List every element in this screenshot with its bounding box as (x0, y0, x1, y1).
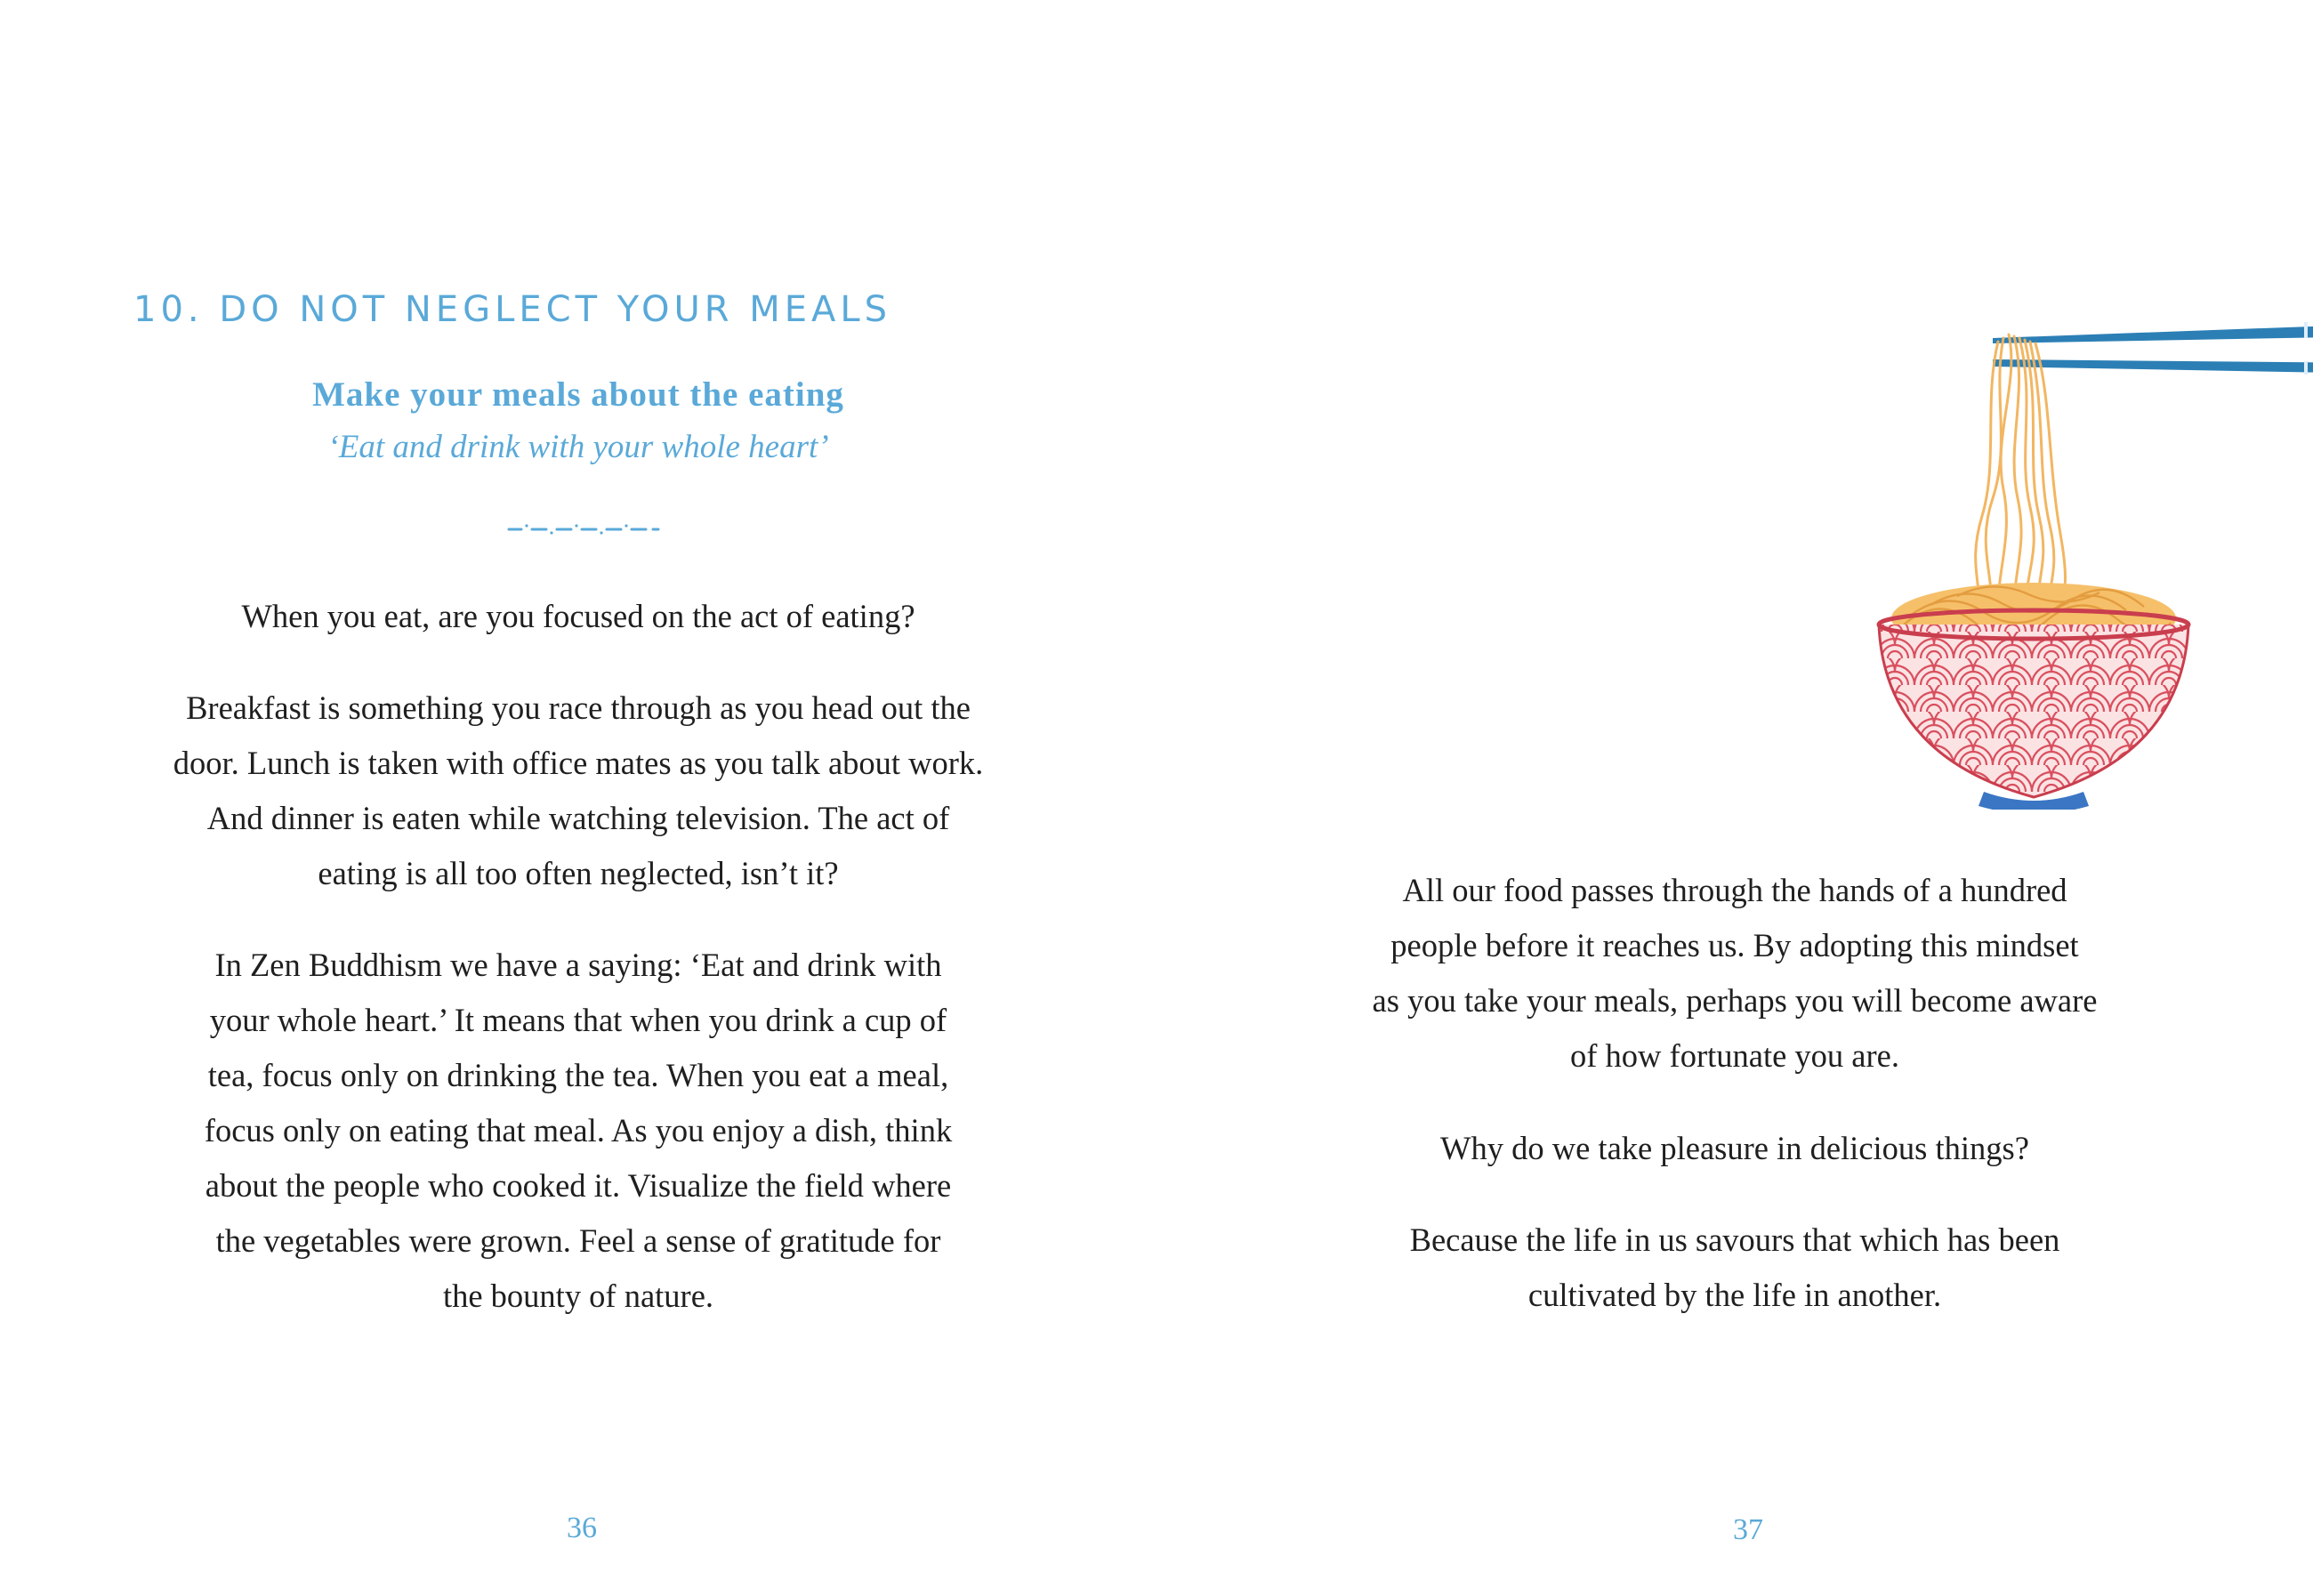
text-line: people before it reaches us. By adopting this mindset (1390, 927, 2079, 963)
noodle-bowl-with-chopsticks-icon (1601, 311, 2313, 810)
text-line: door. Lunch is taken with office mates as you talk about work. (173, 745, 984, 781)
chapter-title: 10. DO NOT NEGLECT YOUR MEALS (133, 289, 892, 330)
page-number-left: 36 (567, 1511, 597, 1544)
text-line: as you take your meals, perhaps you will become aware (1372, 982, 2098, 1019)
chapter-quote: ‘Eat and drink with your whole heart’ (327, 429, 829, 465)
text-line: tea, focus only on drinking the tea. When you eat a meal, (207, 1057, 949, 1093)
text-line: In Zen Buddhism we have a saying: ‘Eat and drink with (214, 947, 942, 983)
bowl (1868, 610, 2206, 810)
dashed-divider-ornament (505, 523, 662, 536)
left-paragraph-1 (133, 589, 1023, 644)
chapter-subtitle: Make your meals about the eating (312, 375, 844, 414)
right-page (1156, 0, 2313, 1596)
text-line: focus only on eating that meal. As you enjoy a dish, think (204, 1112, 953, 1149)
text-line: the bounty of nature. (442, 1278, 714, 1314)
left-paragraph-3 (133, 938, 1023, 1324)
page-number-right: 37 (1733, 1513, 1763, 1546)
text-line: cultivated by the life in another. (1527, 1277, 1942, 1313)
text-line: Breakfast is something you race through as you head out the (186, 689, 971, 726)
right-paragraph-1 (1343, 863, 2126, 1084)
noodles (1976, 335, 2066, 625)
text-line: Because the life in us savours that which has been (1409, 1221, 2060, 1258)
text-line: your whole heart.’ It means that when you drink a cup of (209, 1002, 947, 1038)
text-line: When you eat, are you focused on the act of eating? (241, 598, 915, 634)
text-line: All our food passes through the hands of a hundred (1402, 872, 2067, 908)
text-line: about the people who cooked it. Visualize the field where (205, 1167, 952, 1204)
right-paragraph-2 (1343, 1121, 2126, 1176)
text-line: of how fortunate you are. (1570, 1037, 1899, 1074)
text-line: And dinner is eaten while watching television. The act of (206, 800, 950, 836)
left-paragraph-2 (133, 681, 1023, 901)
text-line: Why do we take pleasure in delicious things? (1440, 1130, 2029, 1166)
right-paragraph-3 (1343, 1213, 2126, 1323)
left-page (0, 0, 1156, 1596)
text-line: eating is all too often neglected, isn’t it? (318, 855, 839, 891)
text-line: the vegetables were grown. Feel a sense of gratitude for (215, 1222, 941, 1259)
